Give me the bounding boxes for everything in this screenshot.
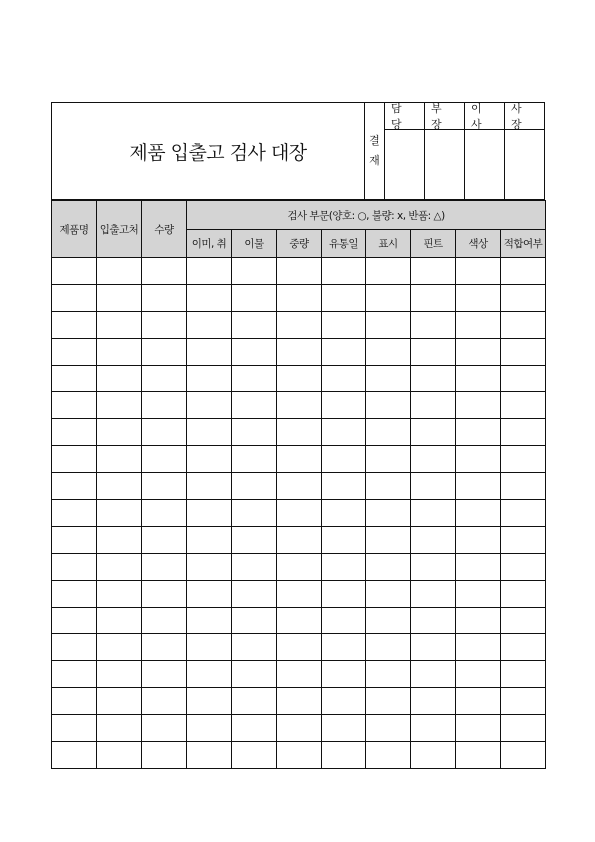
inspection-ledger-sheet xyxy=(51,102,545,762)
table-row xyxy=(52,392,546,419)
table-cell[interactable] xyxy=(142,688,187,715)
table-cell[interactable] xyxy=(456,500,501,527)
table-cell[interactable] xyxy=(97,607,142,634)
table-cell[interactable] xyxy=(187,553,232,580)
header-inspection-group: 검사 부문(양호: ○, 불량: x, 반품: △) xyxy=(187,201,546,230)
table-cell[interactable] xyxy=(501,580,546,607)
approval-role-manager: 부 장 xyxy=(425,103,464,130)
table-cell[interactable] xyxy=(52,661,97,688)
table-cell[interactable] xyxy=(277,688,322,715)
table-row xyxy=(52,715,546,742)
table-cell[interactable] xyxy=(232,607,277,634)
table-cell[interactable] xyxy=(187,634,232,661)
table-cell[interactable] xyxy=(456,473,501,500)
table-cell[interactable] xyxy=(97,553,142,580)
table-cell[interactable] xyxy=(52,311,97,338)
table-cell[interactable] xyxy=(366,365,411,392)
table-cell[interactable] xyxy=(322,446,366,473)
table-cell[interactable] xyxy=(52,607,97,634)
table-cell[interactable] xyxy=(97,634,142,661)
table-cell[interactable] xyxy=(187,258,232,285)
table-cell[interactable] xyxy=(366,258,411,285)
table-cell[interactable] xyxy=(322,258,366,285)
table-cell[interactable] xyxy=(501,258,546,285)
table-cell[interactable] xyxy=(277,715,322,742)
table-cell[interactable] xyxy=(456,526,501,553)
ledger-header xyxy=(51,102,545,200)
table-cell[interactable] xyxy=(456,742,501,769)
table-cell[interactable] xyxy=(277,258,322,285)
header-inspection-item: 적합여부 xyxy=(501,230,546,258)
table-cell[interactable] xyxy=(366,715,411,742)
table-cell[interactable] xyxy=(187,500,232,527)
table-cell[interactable] xyxy=(456,284,501,311)
table-row xyxy=(52,258,546,285)
table-cell[interactable] xyxy=(187,446,232,473)
table-cell[interactable] xyxy=(501,634,546,661)
table-cell[interactable] xyxy=(52,365,97,392)
header-inspection-item: 이물 xyxy=(232,230,277,258)
table-cell[interactable] xyxy=(232,311,277,338)
table-cell[interactable] xyxy=(277,311,322,338)
table-cell[interactable] xyxy=(97,742,142,769)
table-cell[interactable] xyxy=(501,607,546,634)
table-cell[interactable] xyxy=(52,338,97,365)
table-cell[interactable] xyxy=(97,446,142,473)
table-cell[interactable] xyxy=(187,284,232,311)
table-cell[interactable] xyxy=(411,607,456,634)
table-cell[interactable] xyxy=(456,634,501,661)
table-cell[interactable] xyxy=(411,715,456,742)
table-cell[interactable] xyxy=(501,688,546,715)
table-cell[interactable] xyxy=(322,688,366,715)
table-cell[interactable] xyxy=(456,661,501,688)
table-cell[interactable] xyxy=(52,526,97,553)
table-cell[interactable] xyxy=(366,580,411,607)
table-cell[interactable] xyxy=(277,634,322,661)
header-product-name: 제품명 xyxy=(52,201,97,258)
table-row xyxy=(52,446,546,473)
table-cell[interactable] xyxy=(232,715,277,742)
table-cell[interactable] xyxy=(52,553,97,580)
table-cell[interactable] xyxy=(411,634,456,661)
table-cell[interactable] xyxy=(142,526,187,553)
table-cell[interactable] xyxy=(232,284,277,311)
header-inspection-item: 중량 xyxy=(277,230,322,258)
header-inspection-item: 표시 xyxy=(366,230,411,258)
table-cell[interactable] xyxy=(232,365,277,392)
approval-label-char-2: 재 xyxy=(369,154,380,167)
table-cell[interactable] xyxy=(411,688,456,715)
table-cell[interactable] xyxy=(411,661,456,688)
table-cell[interactable] xyxy=(411,258,456,285)
table-cell[interactable] xyxy=(142,607,187,634)
table-cell[interactable] xyxy=(501,284,546,311)
table-cell[interactable] xyxy=(366,553,411,580)
table-cell[interactable] xyxy=(232,688,277,715)
table-cell[interactable] xyxy=(52,688,97,715)
table-cell[interactable] xyxy=(366,284,411,311)
table-cell[interactable] xyxy=(97,661,142,688)
table-cell[interactable] xyxy=(142,338,187,365)
table-cell[interactable] xyxy=(456,338,501,365)
table-cell[interactable] xyxy=(366,688,411,715)
table-cell[interactable] xyxy=(187,607,232,634)
table-cell[interactable] xyxy=(97,338,142,365)
table-cell[interactable] xyxy=(322,553,366,580)
table-cell[interactable] xyxy=(411,338,456,365)
table-cell[interactable] xyxy=(501,553,546,580)
table-cell[interactable] xyxy=(97,580,142,607)
table-cell[interactable] xyxy=(232,526,277,553)
table-cell[interactable] xyxy=(187,580,232,607)
table-cell[interactable] xyxy=(501,419,546,446)
table-cell[interactable] xyxy=(187,392,232,419)
table-cell[interactable] xyxy=(411,553,456,580)
table-cell[interactable] xyxy=(456,580,501,607)
table-row xyxy=(52,607,546,634)
table-cell[interactable] xyxy=(501,500,546,527)
table-cell[interactable] xyxy=(52,742,97,769)
table-row xyxy=(52,338,546,365)
table-cell[interactable] xyxy=(366,661,411,688)
page-title: 제품 입출고 검사 대장 xyxy=(129,141,307,164)
table-cell[interactable] xyxy=(456,688,501,715)
table-cell[interactable] xyxy=(322,311,366,338)
table-cell[interactable] xyxy=(322,284,366,311)
table-cell[interactable] xyxy=(322,634,366,661)
table-cell[interactable] xyxy=(366,338,411,365)
table-cell[interactable] xyxy=(187,338,232,365)
table-cell[interactable] xyxy=(232,661,277,688)
table-cell[interactable] xyxy=(187,311,232,338)
table-cell[interactable] xyxy=(187,419,232,446)
table-cell[interactable] xyxy=(366,526,411,553)
table-row xyxy=(52,311,546,338)
table-cell[interactable] xyxy=(411,526,456,553)
table-cell[interactable] xyxy=(411,311,456,338)
table-cell[interactable] xyxy=(232,446,277,473)
table-cell[interactable] xyxy=(456,419,501,446)
approval-role-director: 이 사 xyxy=(465,103,504,130)
table-cell[interactable] xyxy=(501,392,546,419)
approval-role-staff: 담 당 xyxy=(385,103,424,130)
inspection-table xyxy=(51,200,546,769)
table-cell[interactable] xyxy=(97,258,142,285)
table-cell[interactable] xyxy=(187,473,232,500)
table-row xyxy=(52,419,546,446)
table-cell[interactable] xyxy=(52,419,97,446)
approval-grid xyxy=(384,103,544,199)
table-cell[interactable] xyxy=(232,553,277,580)
approval-col-manager xyxy=(424,103,464,199)
approval-label-char-1: 결 xyxy=(369,134,380,147)
table-cell[interactable] xyxy=(52,446,97,473)
table-cell[interactable] xyxy=(456,258,501,285)
table-cell[interactable] xyxy=(52,258,97,285)
approval-label xyxy=(364,103,384,199)
table-cell[interactable] xyxy=(142,311,187,338)
table-cell[interactable] xyxy=(97,715,142,742)
table-cell[interactable] xyxy=(456,715,501,742)
signature-box-manager[interactable] xyxy=(425,130,464,199)
table-cell[interactable] xyxy=(322,580,366,607)
table-cell[interactable] xyxy=(142,742,187,769)
table-cell[interactable] xyxy=(232,392,277,419)
table-cell[interactable] xyxy=(232,258,277,285)
table-cell[interactable] xyxy=(322,473,366,500)
table-cell[interactable] xyxy=(52,473,97,500)
table-cell[interactable] xyxy=(456,392,501,419)
table-cell[interactable] xyxy=(142,553,187,580)
table-cell[interactable] xyxy=(366,742,411,769)
header-inspection-item: 유통일 xyxy=(322,230,366,258)
table-cell[interactable] xyxy=(142,365,187,392)
table-cell[interactable] xyxy=(501,742,546,769)
approval-col-president xyxy=(504,103,544,199)
table-row xyxy=(52,500,546,527)
table-cell[interactable] xyxy=(52,634,97,661)
table-cell[interactable] xyxy=(277,446,322,473)
table-cell[interactable] xyxy=(411,284,456,311)
table-cell[interactable] xyxy=(97,688,142,715)
table-cell[interactable] xyxy=(366,634,411,661)
table-cell[interactable] xyxy=(411,446,456,473)
table-cell[interactable] xyxy=(277,553,322,580)
table-cell[interactable] xyxy=(97,526,142,553)
table-cell[interactable] xyxy=(52,392,97,419)
table-cell[interactable] xyxy=(97,284,142,311)
table-cell[interactable] xyxy=(456,553,501,580)
table-cell[interactable] xyxy=(142,284,187,311)
table-cell[interactable] xyxy=(142,661,187,688)
table-cell[interactable] xyxy=(411,500,456,527)
table-cell[interactable] xyxy=(277,338,322,365)
table-row xyxy=(52,553,546,580)
table-row xyxy=(52,688,546,715)
table-cell[interactable] xyxy=(411,742,456,769)
table-cell[interactable] xyxy=(142,580,187,607)
table-cell[interactable] xyxy=(501,446,546,473)
table-cell[interactable] xyxy=(277,365,322,392)
table-cell[interactable] xyxy=(411,473,456,500)
table-cell[interactable] xyxy=(97,365,142,392)
header-inspection-item: 색상 xyxy=(456,230,501,258)
table-cell[interactable] xyxy=(411,365,456,392)
table-cell[interactable] xyxy=(187,365,232,392)
table-cell[interactable] xyxy=(187,742,232,769)
table-cell[interactable] xyxy=(52,715,97,742)
table-row xyxy=(52,365,546,392)
table-cell[interactable] xyxy=(277,580,322,607)
signature-box-director[interactable] xyxy=(465,130,504,199)
table-cell[interactable] xyxy=(52,580,97,607)
approval-role-president: 사 장 xyxy=(505,103,544,130)
table-cell[interactable] xyxy=(142,500,187,527)
table-cell[interactable] xyxy=(277,742,322,769)
table-cell[interactable] xyxy=(366,500,411,527)
table-cell[interactable] xyxy=(456,607,501,634)
table-row xyxy=(52,473,546,500)
table-cell[interactable] xyxy=(232,338,277,365)
table-row xyxy=(52,284,546,311)
table-row xyxy=(52,634,546,661)
table-cell[interactable] xyxy=(187,661,232,688)
table-cell[interactable] xyxy=(501,365,546,392)
table-cell[interactable] xyxy=(232,473,277,500)
table-cell[interactable] xyxy=(366,607,411,634)
table-cell[interactable] xyxy=(366,473,411,500)
table-cell[interactable] xyxy=(232,742,277,769)
table-cell[interactable] xyxy=(411,392,456,419)
table-row xyxy=(52,742,546,769)
table-cell[interactable] xyxy=(277,392,322,419)
table-cell[interactable] xyxy=(322,419,366,446)
table-cell[interactable] xyxy=(322,661,366,688)
table-cell[interactable] xyxy=(411,580,456,607)
table-cell[interactable] xyxy=(322,526,366,553)
table-cell[interactable] xyxy=(322,338,366,365)
header-inspection-item: 핀트 xyxy=(411,230,456,258)
table-cell[interactable] xyxy=(142,715,187,742)
table-cell[interactable] xyxy=(232,634,277,661)
table-cell[interactable] xyxy=(456,446,501,473)
table-cell[interactable] xyxy=(187,688,232,715)
table-cell[interactable] xyxy=(411,419,456,446)
table-cell[interactable] xyxy=(501,338,546,365)
header-quantity: 수량 xyxy=(142,201,187,258)
signature-box-staff[interactable] xyxy=(385,130,424,199)
table-row xyxy=(52,526,546,553)
table-cell[interactable] xyxy=(366,392,411,419)
table-cell[interactable] xyxy=(187,526,232,553)
table-cell[interactable] xyxy=(277,500,322,527)
table-cell[interactable] xyxy=(501,311,546,338)
header-partner: 입출고처 xyxy=(97,201,142,258)
table-cell[interactable] xyxy=(142,634,187,661)
table-cell[interactable] xyxy=(501,661,546,688)
table-cell[interactable] xyxy=(277,473,322,500)
table-cell[interactable] xyxy=(277,661,322,688)
table-cell[interactable] xyxy=(142,473,187,500)
table-cell[interactable] xyxy=(322,365,366,392)
approval-col-director xyxy=(464,103,504,199)
table-cell[interactable] xyxy=(501,473,546,500)
table-cell[interactable] xyxy=(232,580,277,607)
table-row xyxy=(52,661,546,688)
table-cell[interactable] xyxy=(322,392,366,419)
table-cell[interactable] xyxy=(142,258,187,285)
table-cell[interactable] xyxy=(456,311,501,338)
table-cell[interactable] xyxy=(501,526,546,553)
table-cell[interactable] xyxy=(232,500,277,527)
table-cell[interactable] xyxy=(322,715,366,742)
table-cell[interactable] xyxy=(366,446,411,473)
table-cell[interactable] xyxy=(232,419,277,446)
table-cell[interactable] xyxy=(142,419,187,446)
table-cell[interactable] xyxy=(97,419,142,446)
table-cell[interactable] xyxy=(322,742,366,769)
table-cell[interactable] xyxy=(322,500,366,527)
table-cell[interactable] xyxy=(501,715,546,742)
table-cell[interactable] xyxy=(52,500,97,527)
signature-box-president[interactable] xyxy=(505,130,544,199)
table-cell[interactable] xyxy=(142,392,187,419)
table-cell[interactable] xyxy=(187,715,232,742)
table-cell[interactable] xyxy=(97,500,142,527)
table-cell[interactable] xyxy=(322,607,366,634)
approval-col-staff xyxy=(384,103,424,199)
table-cell[interactable] xyxy=(277,526,322,553)
table-cell[interactable] xyxy=(277,419,322,446)
table-cell[interactable] xyxy=(52,284,97,311)
table-row xyxy=(52,580,546,607)
table-cell[interactable] xyxy=(97,311,142,338)
header-inspection-item: 이미, 취 xyxy=(187,230,232,258)
table-cell[interactable] xyxy=(142,446,187,473)
table-cell[interactable] xyxy=(277,607,322,634)
table-cell[interactable] xyxy=(97,473,142,500)
table-cell[interactable] xyxy=(456,365,501,392)
table-cell[interactable] xyxy=(366,419,411,446)
table-cell[interactable] xyxy=(97,392,142,419)
table-cell[interactable] xyxy=(277,284,322,311)
table-cell[interactable] xyxy=(366,311,411,338)
